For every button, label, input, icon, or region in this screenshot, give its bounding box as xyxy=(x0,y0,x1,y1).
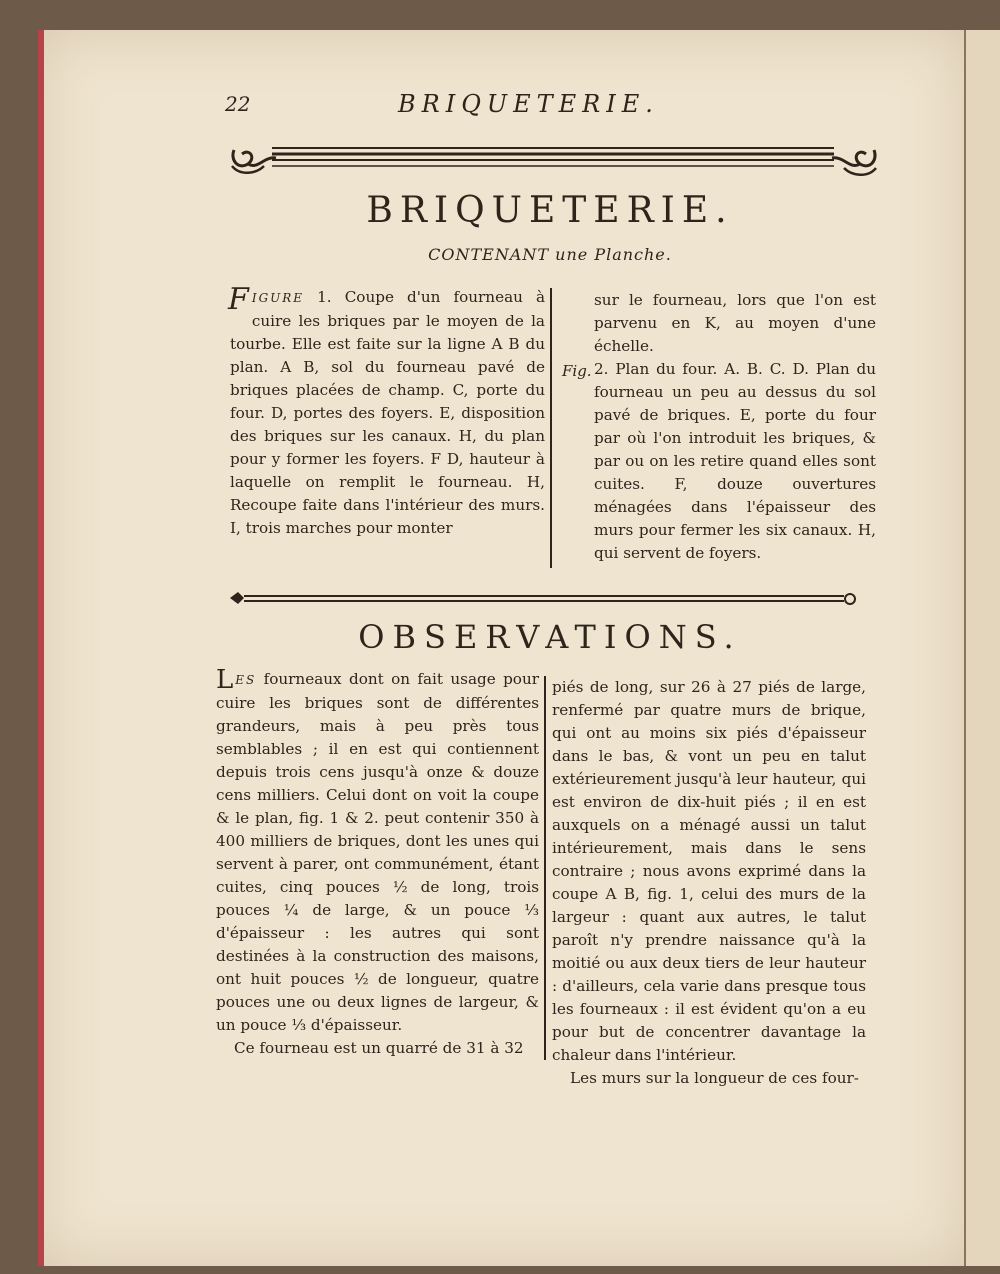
column-divider xyxy=(550,288,552,568)
drop-cap: L xyxy=(216,665,234,695)
figure-number: 1. xyxy=(317,288,332,306)
main-title: BRIQUETERIE. xyxy=(366,190,734,231)
ornamental-rule-middle xyxy=(228,588,860,610)
observations-paragraph-2: Ce fourneau est un quarré de 31 à 32 xyxy=(234,1039,524,1057)
facing-page-edge xyxy=(964,30,1000,1266)
figure-1-continued: sur le fourneau, lors que l'on est parvenu en K, au moyen d'une échelle. xyxy=(594,291,876,355)
figure-2-text: 2. Plan du four. A. B. C. D. Plan du fourneau un peu au dessus du sol pavé de briques. E, porte du four par où l'on introduit les briques, & par ou on les retire quand elles sont cuites. F, douze ouvertures ménagées dans l'épaisseur des murs pour fermer les six canaux. H, qui servent de foyers. xyxy=(594,360,876,562)
observations-left xyxy=(216,665,539,1060)
fig-margin-label: Fig. xyxy=(562,362,592,380)
observations-paragraph-1: fourneaux dont on fait usage pour cuire les briques sont de différentes grandeurs, mais à peu près tous semblables ; il en est qui contiennent depuis trois cens jusqu'à onze & douze cens milliers. Celui dont on voit la coupe & le plan, fig. 1 & 2. peut contenir 350 à 400 milliers de briques, dont les unes qui servent à parer, ont communément, étant cuites, cinq pouces ½ de long, trois pouces ¼ de large, & un pouce ⅓ d'épaisseur : les autres qui sont destinées à la construction des maisons, ont huit pouces ½ de longueur, quatre pouces une ou deux lignes de largeur, & un pouce ⅓ d'épaisseur. xyxy=(216,670,539,1034)
page-number: 22 xyxy=(225,92,251,116)
page-edge xyxy=(38,30,44,1266)
subtitle: CONTENANT une Planche. xyxy=(428,245,672,264)
observations-heading: OBSERVATIONS. xyxy=(358,618,742,656)
observations-paragraph-3: Les murs sur la longueur de ces four- xyxy=(570,1069,859,1087)
lead-caps: ES xyxy=(235,673,257,687)
plate-description-right xyxy=(594,289,876,565)
drop-cap: F xyxy=(228,282,249,317)
figure-label: IGURE xyxy=(251,291,305,305)
plate-description-left xyxy=(228,282,546,540)
ornamental-rule-top xyxy=(228,136,880,182)
figure-1-text: Coupe d'un fourneau à cuire les briques par le moyen de la tourbe. Elle est faite sur la ligne A B du plan. A B, sol du fourneau pavé de briques placées de champ. C, porte du four. D, portes des foyers. E, disposition des briques sur les canaux. H, du plan pour y former les foyers. F D, hauteur à laquelle on remplit le fourneau. H, Recoupe faite dans l'intérieur des murs. I, trois marches pour monter xyxy=(230,288,546,537)
observations-right xyxy=(552,676,866,1090)
running-head: BRIQUETERIE. xyxy=(398,90,659,118)
column-divider xyxy=(544,676,546,1060)
observations-paragraph-2-continued: piés de long, sur 26 à 27 piés de large, renfermé par quatre murs de brique, qui ont au moins six piés d'épaisseur dans le bas, & vont un peu en talut extérieurement jusqu'à leur hauteur, qui est environ de dix-huit piés ; il en est auxquels on a ménagé aussi un talut intérieurement, mais dans le sens contraire ; nous avons exprimé dans la coupe A B, fig. 1, celui des murs de la largeur : quant aux autres, le talut paroît n'y prendre naissance qu'à la moitié ou aux deux tiers de leur hauteur : d'ailleurs, cela varie dans presque tous les fourneaux : il est évident qu'on a eu pour but de concentrer davantage la chaleur dans l'intérieur. xyxy=(552,678,866,1064)
